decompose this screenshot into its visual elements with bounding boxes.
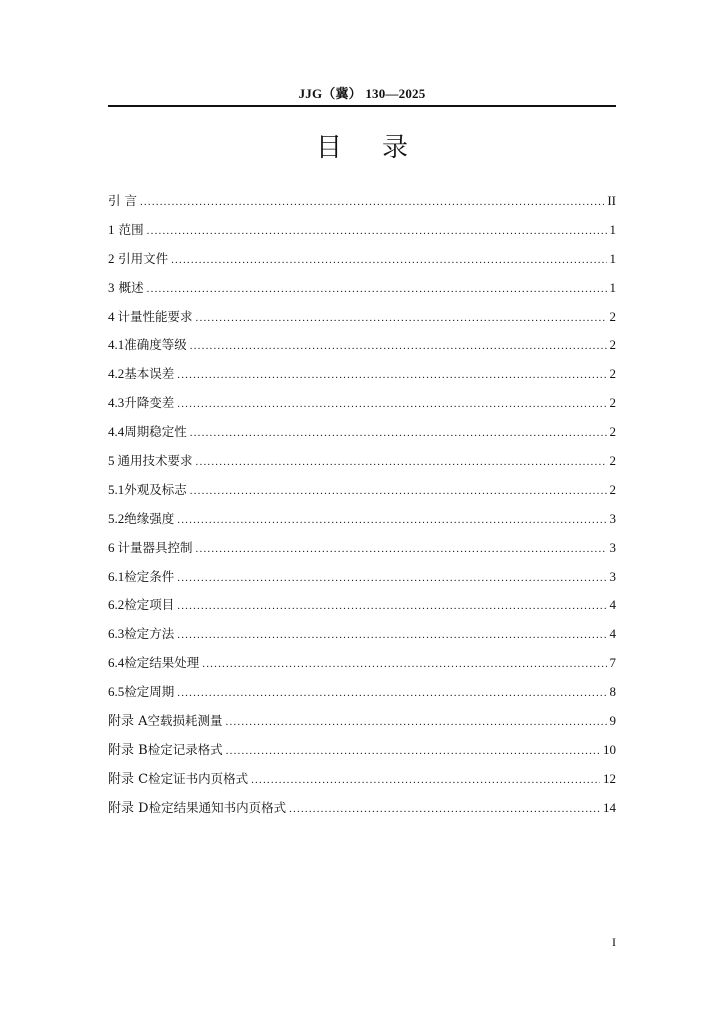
toc-entry-number: 4.1 <box>108 337 125 353</box>
toc-entry-number: 6 <box>108 539 115 555</box>
toc-leader-dots <box>202 650 606 679</box>
toc-entry-4-1[interactable] <box>108 331 616 360</box>
toc-entry-label: 引用文件 <box>118 250 169 266</box>
toc-entry-label: 检定周期 <box>124 684 175 700</box>
toc-entry-4-3[interactable] <box>108 389 616 418</box>
header-divider <box>108 105 616 107</box>
toc-entry-6-5[interactable] <box>108 678 616 707</box>
toc-entry-page: 2 <box>609 366 616 382</box>
toc-entry-page: 12 <box>603 770 616 786</box>
toc-entry-number: 1 <box>108 221 115 237</box>
toc-entry-number: 2 <box>108 250 115 266</box>
toc-entry-label: 计量器具控制 <box>117 539 193 555</box>
toc-entry-page: 8 <box>609 684 616 700</box>
toc-entry-page: 9 <box>609 713 616 729</box>
toc-entry-number: 附录 D <box>108 800 149 816</box>
toc-leader-dots <box>147 275 607 304</box>
toc-entry-number: 6.5 <box>108 684 125 700</box>
toc-entry-label: 检定证书内页格式 <box>148 770 249 786</box>
toc-entry-3[interactable] <box>108 274 616 303</box>
page-number: I <box>612 935 616 949</box>
toc-entry-page: 2 <box>609 453 616 469</box>
toc-entry-number: 5.1 <box>108 481 125 497</box>
toc-entry-label: 周期稳定性 <box>124 424 187 440</box>
toc-entry-number: 4 <box>108 308 115 324</box>
toc-entry-label: 通用技术要求 <box>117 453 193 469</box>
toc-entry-6-3[interactable] <box>108 620 616 649</box>
toc-entry-appendix-c[interactable] <box>108 765 616 794</box>
toc-entry-number: 4.2 <box>108 366 125 382</box>
toc-entry-number: 4.4 <box>108 424 125 440</box>
toc-entry-page: 3 <box>609 539 616 555</box>
toc-entry-intro[interactable] <box>108 187 616 216</box>
toc-entry-page: 1 <box>609 221 616 237</box>
toc-entry-number: 附录 B <box>108 742 148 758</box>
toc-entry-appendix-a[interactable] <box>108 707 616 736</box>
toc-leader-dots <box>177 621 606 650</box>
toc-entry-page: 2 <box>609 337 616 353</box>
toc-entry-number: 6.4 <box>108 655 125 671</box>
toc-entry-page: 4 <box>609 626 616 642</box>
toc-entry-page: 14 <box>603 799 616 815</box>
toc-entry-number: 6.2 <box>108 597 125 613</box>
toc-entry-6-4[interactable] <box>108 649 616 678</box>
toc-entry-label: 范围 <box>118 221 144 237</box>
toc-leader-dots <box>196 448 607 477</box>
toc-entry-label: 检定记录格式 <box>147 741 223 757</box>
toc-entry-label: 检定项目 <box>124 597 175 613</box>
toc-entry-label: 空载损耗测量 <box>147 713 223 729</box>
toc-entry-appendix-d[interactable] <box>108 794 616 823</box>
toc-leader-dots <box>177 361 606 390</box>
toc-leader-dots <box>190 419 607 448</box>
toc-entry-number: 5 <box>108 453 115 469</box>
toc-leader-dots <box>251 766 600 795</box>
toc-leader-dots <box>289 795 600 824</box>
toc-leader-dots <box>190 332 607 361</box>
toc-entry-appendix-b[interactable] <box>108 736 616 765</box>
toc-entry-6[interactable] <box>108 534 616 563</box>
toc-entry-6-1[interactable] <box>108 563 616 592</box>
toc-entry-label: 计量性能要求 <box>117 308 193 324</box>
toc-entry-page: 3 <box>609 510 616 526</box>
toc-entry-6-2[interactable] <box>108 591 616 620</box>
toc-entry-4-2[interactable] <box>108 360 616 389</box>
toc-leader-dots <box>177 592 606 621</box>
toc-entry-page: 2 <box>609 424 616 440</box>
toc-entry-page: 2 <box>609 308 616 324</box>
toc-entry-page: 1 <box>609 250 616 266</box>
toc-entry-page: 2 <box>609 481 616 497</box>
toc-entry-number: 附录 C <box>108 771 149 787</box>
toc-leader-dots <box>140 188 604 217</box>
toc-entry-label: 检定结果处理 <box>124 655 200 671</box>
toc-entry-page: 4 <box>609 597 616 613</box>
toc-entry-page: 1 <box>609 279 616 295</box>
toc-leader-dots <box>177 564 606 593</box>
document-code-header: JJG（冀） 130—2025 <box>298 86 426 101</box>
toc-entry-5-1[interactable] <box>108 476 616 505</box>
toc-leader-dots <box>196 304 607 333</box>
toc-entry-label: 检定条件 <box>124 568 175 584</box>
toc-entry-4-4[interactable] <box>108 418 616 447</box>
toc-leader-dots <box>196 535 607 564</box>
toc-entry-number: 6.3 <box>108 626 125 642</box>
toc-entry-label: 绝缘强度 <box>124 510 175 526</box>
toc-leader-dots <box>190 477 607 506</box>
toc-entry-number: 4.3 <box>108 395 125 411</box>
table-of-contents <box>108 187 616 823</box>
toc-entry-label: 准确度等级 <box>124 337 187 353</box>
toc-entry-5-2[interactable] <box>108 505 616 534</box>
toc-entry-label: 检定结果通知书内页格式 <box>148 799 287 815</box>
toc-leader-dots <box>147 217 607 246</box>
toc-entry-4[interactable] <box>108 303 616 332</box>
toc-entry-page: 7 <box>609 655 616 671</box>
toc-entry-number: 5.2 <box>108 510 125 526</box>
toc-entry-label: 概述 <box>118 279 144 295</box>
toc-entry-page: II <box>607 193 616 208</box>
toc-entry-page: 10 <box>603 741 616 757</box>
toc-entry-page: 2 <box>609 395 616 411</box>
toc-entry-2[interactable] <box>108 245 616 274</box>
toc-entry-5[interactable] <box>108 447 616 476</box>
toc-entry-label: 外观及标志 <box>124 481 187 497</box>
toc-entry-page: 3 <box>609 568 616 584</box>
toc-entry-number: 6.1 <box>108 568 125 584</box>
toc-entry-label: 引 言 <box>108 193 137 208</box>
toc-leader-dots <box>177 506 606 535</box>
toc-entry-1[interactable] <box>108 216 616 245</box>
toc-leader-dots <box>226 737 600 766</box>
toc-entry-label: 基本误差 <box>124 366 175 382</box>
toc-entry-label: 检定方法 <box>124 626 175 642</box>
page-title: 目录 <box>315 133 448 163</box>
toc-leader-dots <box>171 246 606 275</box>
toc-leader-dots <box>226 708 607 737</box>
toc-entry-number: 3 <box>108 279 115 295</box>
toc-leader-dots <box>177 679 606 708</box>
toc-entry-label: 升降变差 <box>124 395 175 411</box>
toc-entry-number: 附录 A <box>108 714 148 730</box>
toc-leader-dots <box>177 390 606 419</box>
